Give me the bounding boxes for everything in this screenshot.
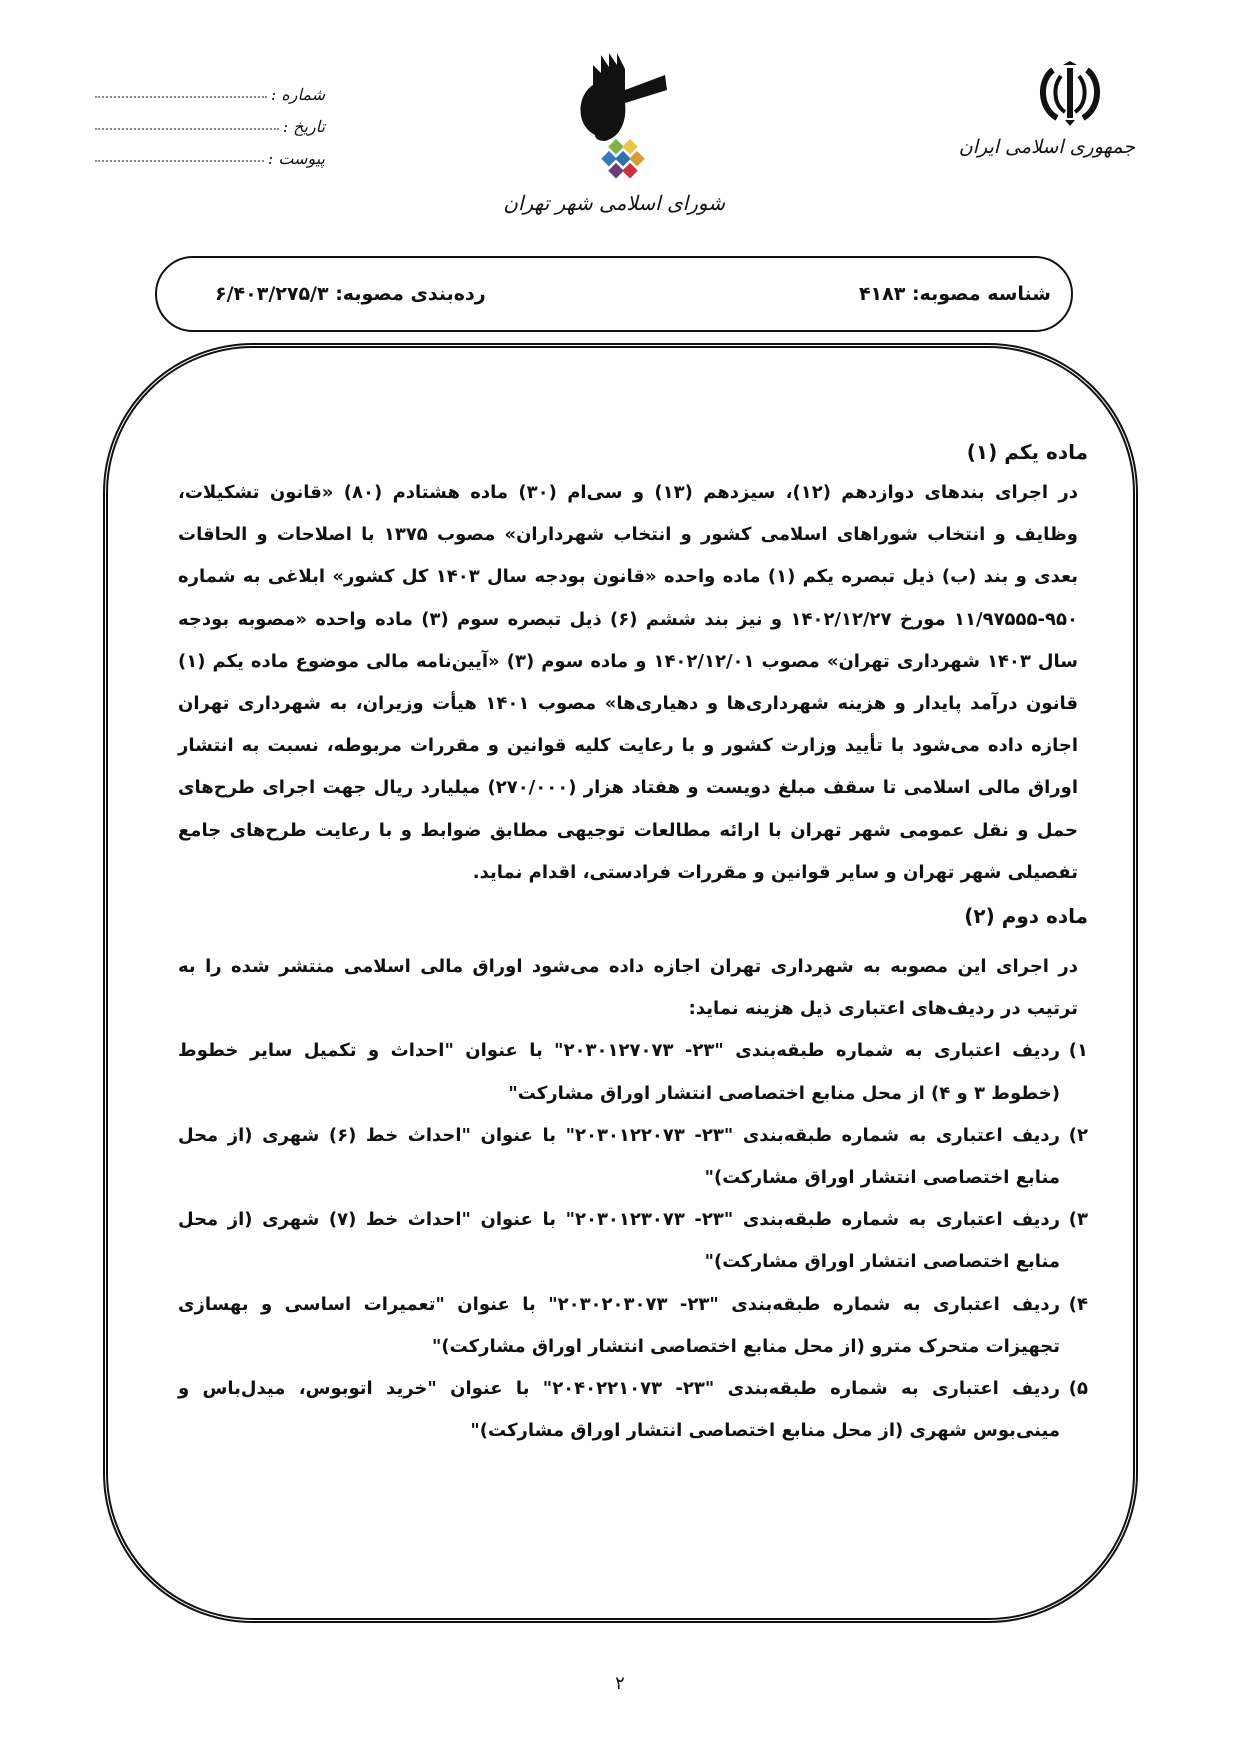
item-number: ۱) (1068, 1040, 1088, 1062)
article2-intro: در اجرای این مصوبه به شهرداری تهران اجازه داده می‌شود اوراق مالی اسلامی منتشر شده را به ترتیب در ردیف‌های اعتباری ذیل هزینه نماید: (178, 956, 1078, 1020)
article1-heading: ماده یکم (۱) (966, 440, 1088, 464)
page-number: ۲ (615, 1673, 625, 1694)
council-caption: شورای اسلامی شهر تهران (503, 191, 725, 215)
budget-line-item (178, 1199, 1088, 1283)
item-text: ردیف اعتباری به شماره طبقه‌بندی "۲۳- ۲۰۳۰۱۲۷۰۷۳" با عنوان "احداث و تکمیل سایر خطوط (خطوط ۳ و ۴) از محل منابع اختصاصی انتشار اوراق مشارکت" (178, 1040, 1060, 1104)
budget-line-item (178, 1284, 1088, 1368)
article2-heading: ماده دوم (۲) (964, 904, 1088, 929)
meta-field-value (95, 95, 267, 98)
item-number: ۲) (1068, 1124, 1088, 1146)
meta-field-label: پیوست : (267, 149, 325, 168)
item-number: ۳) (1068, 1209, 1088, 1231)
article1-body: در اجرای بندهای دوازدهم (۱۲)، سیزدهم (۱۳) و سی‌ام (۳۰) ماده هشتادم (۸۰) «قانون تشکیلات، وظایف و انتخاب شوراهای اسلامی کشور و انتخاب شهرداران» مصوب ۱۳۷۵ با اصلاحات و الحاقات بعدی و بند (ب) ذیل تبصره یکم (۱) ماده واحده «قانون بودجه سال ۱۴۰۳ کل کشور» ابلاغی به شماره ۹۵۰-۱۱/۹۷۵۵۵ مورخ ۱۴۰۲/۱۲/۲۷ و نیز بند ششم (۶) ذیل تبصره سوم (۳) ماده واحده «مصوبه بودجه سال ۱۴۰۳ شهرداری تهران» مصوب ۱۴۰۲/۱۲/۰۱ و ماده سوم (۳) «آیین‌نامه مالی موضوع ماده یکم (۱) قانون درآمد پایدار و هزینه شهرداری‌ها و دهیاری‌ها» مصوب ۱۴۰۱ هیأت وزیران، به شهرداری تهران اجازه داده می‌شود با تأیید وزارت کشور و با رعایت کلیه قوانین و مقررات مربوطه، نسبت به انتشار اوراق مالی اسلامی تا سقف مبلغ دویست و هفتاد هزار (۲۷۰/۰۰۰) میلیارد ریال جهت اجرای طرح‌های حمل و نقل عمومی شهر تهران با ارائه مطالعات توجیهی مطابق ضوابط و با رعایت طرح‌های جامع تفصیلی شهر تهران و سایر قوانین و مقررات فرادستی، اقدام نماید. (178, 482, 1078, 883)
approval-id-banner (155, 256, 1073, 332)
item-text: ردیف اعتباری به شماره طبقه‌بندی "۲۳- ۲۰۳۰۲۰۳۰۷۳" با عنوان "تعمیرات اساسی و بهسازی تجهیزات متحرک مترو (از محل منابع اختصاصی انتشار اوراق مشارکت)" (178, 1293, 1060, 1357)
meta-field-label: شماره : (270, 85, 325, 104)
meta-field-attachment (95, 136, 325, 168)
emblem-caption: جمهوری اسلامی ایران (958, 136, 1135, 158)
item-text: ردیف اعتباری به شماره طبقه‌بندی "۲۳- ۲۰۴۰۲۲۱۰۷۳" با عنوان "خرید اتوبوس، میدل‌باس و مینی‌بوس شهری (از محل منابع اختصاصی انتشار اوراق مشارکت)" (178, 1378, 1060, 1442)
approval-id: شناسه مصوبه: ۴۱۸۳ (858, 283, 1051, 305)
meta-field-value (95, 127, 279, 130)
meta-field-label: تاریخ : (282, 117, 325, 136)
budget-line-item (178, 1368, 1088, 1452)
iran-emblem-icon (1035, 60, 1105, 126)
item-text: ردیف اعتباری به شماره طبقه‌بندی "۲۳- ۲۰۳۰۱۲۲۰۷۳" با عنوان "احداث خط (۶) شهری (از محل منابع اختصاصی انتشار اوراق مشارکت)" (178, 1124, 1061, 1189)
item-number: ۵) (1068, 1378, 1088, 1400)
item-text: ردیف اعتباری به شماره طبقه‌بندی "۲۳- ۲۰۳۰۱۲۳۰۷۳" با عنوان "احداث خط (۷) شهری (از محل منابع اختصاصی انتشار اوراق مشارکت)" (178, 1209, 1061, 1273)
council-logo-icon (555, 45, 695, 185)
iran-emblem (958, 60, 1135, 158)
letter-meta-fields (95, 72, 325, 168)
meta-field-value (95, 159, 264, 162)
document-body (178, 432, 1088, 1452)
budget-line-item (178, 1115, 1088, 1199)
tehran-council-logo (503, 45, 725, 215)
meta-field-date (95, 104, 325, 136)
approval-classification: رده‌بندی مصوبه: ۶/۴۰۳/۲۷۵/۳ (215, 283, 486, 305)
meta-field-number (95, 72, 325, 104)
budget-line-list (178, 1030, 1088, 1452)
item-number: ۴) (1068, 1293, 1088, 1315)
budget-line-item (178, 1030, 1088, 1114)
